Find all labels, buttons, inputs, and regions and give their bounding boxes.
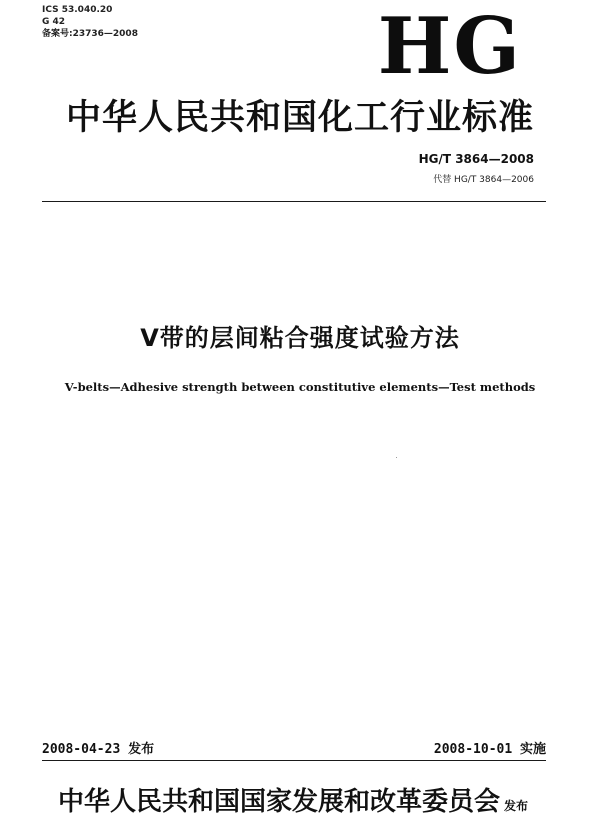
ics-code: ICS 53.040.20 — [42, 5, 113, 15]
issuer-line — [58, 781, 528, 818]
top-divider — [42, 201, 546, 202]
header-metadata — [42, 4, 138, 40]
issuer-suffix: 发布 — [504, 799, 529, 813]
standard-code: HG/T 3864—2008 — [418, 152, 534, 166]
document-title-english: V-belts—Adhesive strength between constitutive elements—Test methods — [64, 380, 536, 394]
filing-number: 备案号:23736—2008 — [42, 29, 138, 39]
scan-speck — [396, 457, 397, 458]
issuer-name: 中华人民共和国国家发展和改革委员会 — [58, 787, 501, 817]
replaces-note: 代替 HG/T 3864—2006 — [433, 175, 534, 185]
document-title: V带的层间粘合强度试验方法 — [140, 324, 460, 352]
publish-date: 2008-04-23 发布 — [42, 742, 155, 757]
hg-logo: HG — [377, 1, 522, 92]
standard-title: 中华人民共和国化工行业标准 — [65, 98, 534, 138]
implement-date: 2008-10-01 实施 — [433, 742, 546, 757]
classification-code: G 42 — [42, 17, 66, 27]
bottom-divider — [42, 760, 546, 761]
